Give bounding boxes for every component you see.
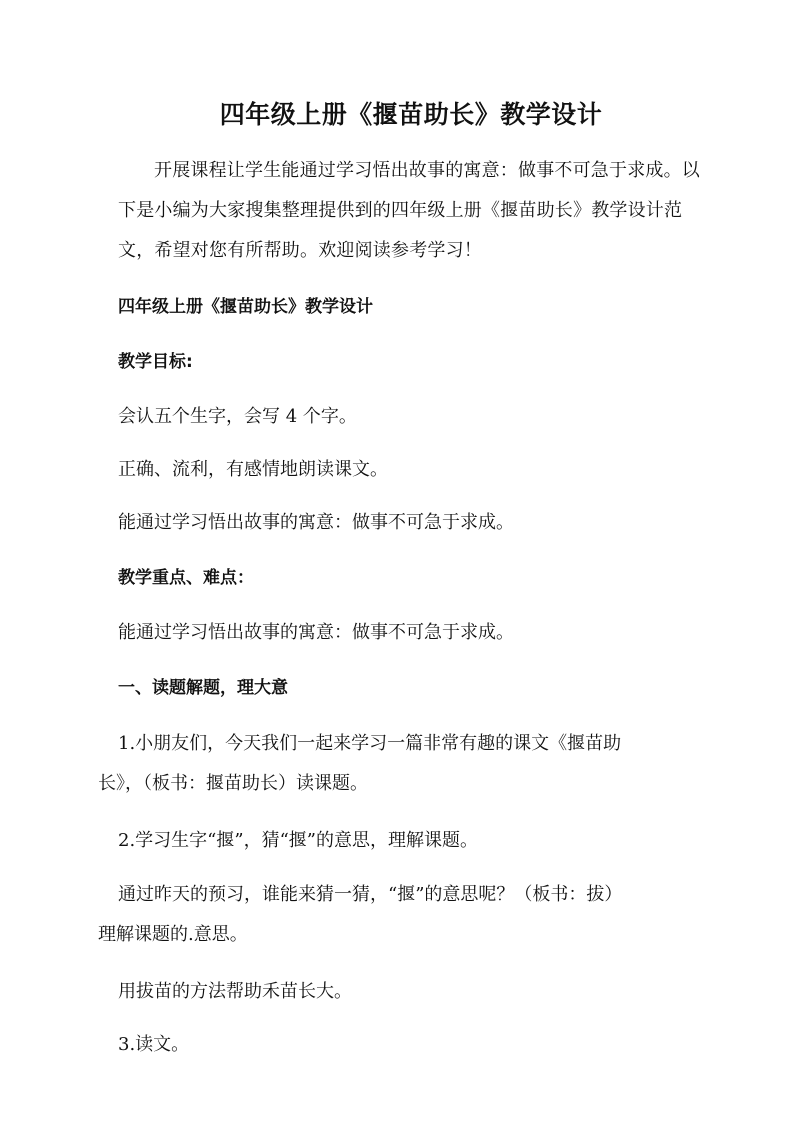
- goal-item-1: 会认五个生字，会写 4 个字。: [118, 406, 357, 427]
- goals-heading: 教学目标:: [118, 352, 193, 372]
- step-3-paragraph: 3.读文。: [118, 1034, 190, 1055]
- goal-item-3: 能通过学习悟出故事的寓意：做事不可急于求成。: [118, 512, 514, 533]
- step-2-meaning: 用拔苗的方法帮助禾苗长大。: [118, 981, 352, 1002]
- intro-paragraph: 开展课程让学生能通过学习悟出故事的寓意：做事不可急于求成。以下是小编为大家搜集整理提供到的四年级上册《揠苗助长》教学设计范文，希望对您有所帮助。欢迎阅读参考学习！: [118, 160, 700, 261]
- section-1-heading: 一、读题解题，理大意: [118, 678, 288, 698]
- step-1-paragraph: [98, 724, 700, 804]
- step-1-line-2: 长》，（板书：揠苗助长）读课题。: [98, 773, 368, 794]
- goal-item-2: 正确、流利，有感情地朗读课文。: [118, 459, 388, 480]
- document-title: 四年级上册《揠苗助长》教学设计: [219, 100, 603, 129]
- step-2-detail-paragraph: [98, 875, 700, 955]
- subtitle-heading: 四年级上册《揠苗助长》教学设计: [118, 297, 373, 317]
- step-2-paragraph: 2.学习生字“揠”，猜“揠”的意思，理解课题。: [118, 830, 478, 851]
- keypoints-heading: 教学重点、难点：: [118, 568, 254, 588]
- keypoint-item-1: 能通过学习悟出故事的寓意：做事不可急于求成。: [118, 622, 514, 643]
- step-1-line-1: 1.小朋友们，今天我们一起来学习一篇非常有趣的课文《揠苗助: [118, 733, 622, 754]
- step-2-detail-line-2: 理解课题的.意思。: [98, 924, 248, 945]
- step-2-detail-line-1: 通过昨天的预习，谁能来猜一猜，“揠”的意思呢？（板书：拔）: [118, 884, 623, 905]
